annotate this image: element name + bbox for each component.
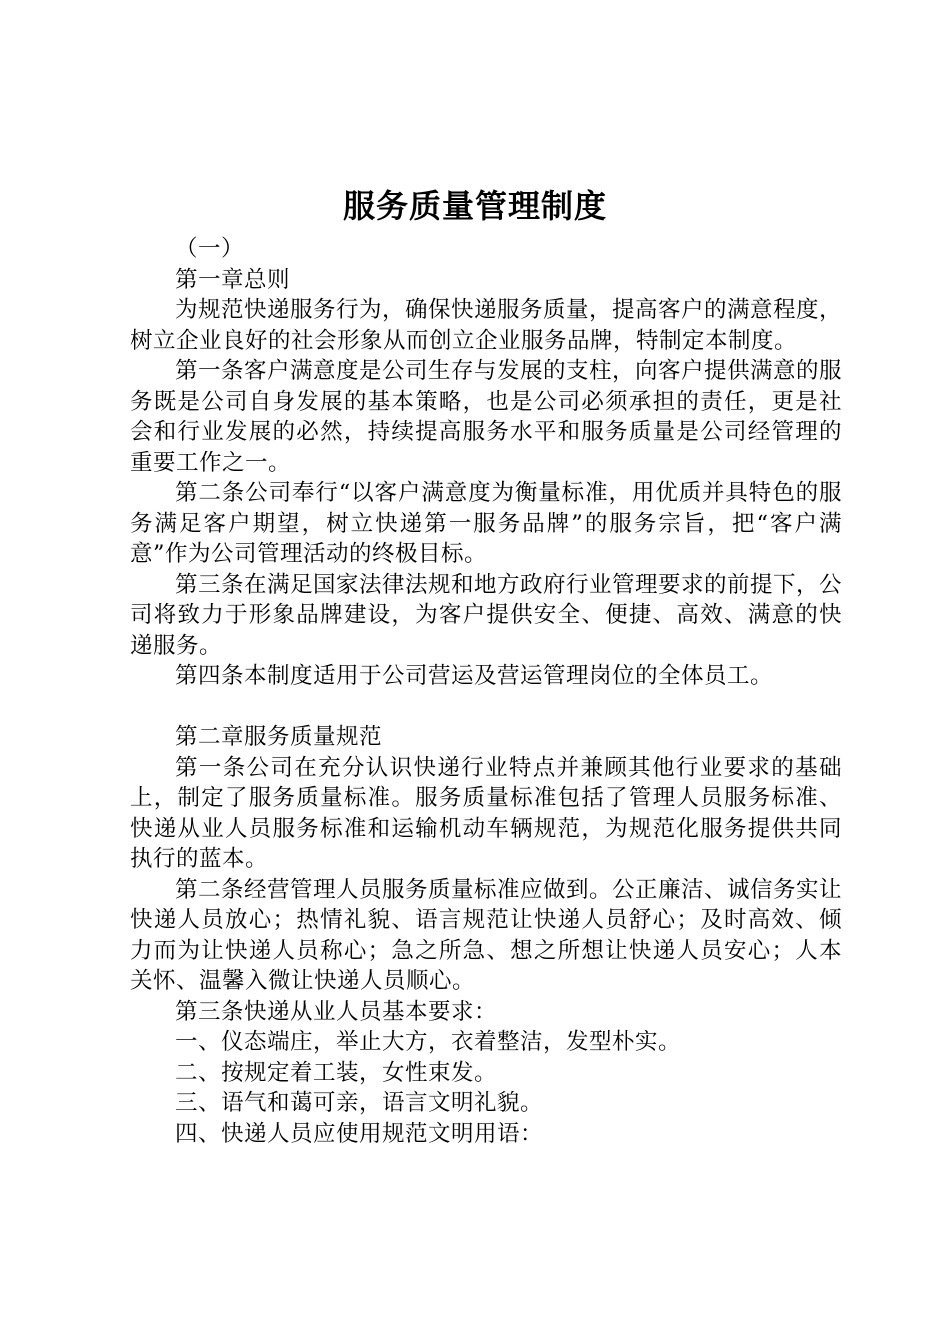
- paragraph: 为规范快递服务行为，确保快递服务质量，提高客户的满意程度，树立企业良好的社会形象从而创立企业服务品牌，特制定本制度。: [130, 297, 843, 354]
- list-item: 四、快递人员应使用规范文明用语：: [175, 1120, 544, 1147]
- paragraph: 第一条客户满意度是公司生存与发展的支柱，向客户提供满意的服务既是公司自身发展的基本策略，也是公司必须承担的责任，更是社会和行业发展的必然，持续提高服务水平和服务质量是公司经管理的重要工作之一。: [130, 358, 843, 476]
- document-title: 服务质量管理制度: [342, 187, 607, 225]
- paragraph: 第四条本制度适用于公司营运及营运管理岗位的全体员工。: [175, 663, 774, 689]
- paragraph: 第二条经营管理人员服务质量标准应做到。公正廉洁、诚信务实让快递人员放心；热情礼貌、语言规范让快递人员舒心；及时高效、倾力而为让快递人员称心；急之所急、想之所想让快递人员安心；人本关怀、温馨入微让快递人员顺心。: [130, 876, 843, 994]
- paragraph: 第三条快递从业人员基本要求：: [175, 998, 498, 1025]
- list-item: 一、仪态端庄，举止大方，衣着整洁，发型朴实。: [175, 1029, 682, 1055]
- paragraph: 第一条公司在充分认识快递行业特点并兼顾其他行业要求的基础上，制定了服务质量标准。服务质量标准包括了管理人员服务标准、快递从业人员服务标准和运输机动车辆规范，为规范化服务提供共同执行的蓝本。: [130, 754, 842, 872]
- chapter-heading: 第一章总则: [175, 266, 291, 293]
- blank-line: [130, 692, 842, 723]
- document-body: [130, 234, 842, 1149]
- list-item: 三、语气和蔼可亲，语言文明礼貌。: [175, 1090, 544, 1116]
- paragraph: 第二条公司奉行“以客户满意度为衡量标准，用优质并具特色的服务满足客户期望，树立快递第一服务品牌”的服务宗旨，把“客户满意”作为公司管理活动的终极目标。: [130, 480, 842, 567]
- paragraph: 第三条在满足国家法律法规和地方政府行业管理要求的前提下，公司将致力于形象品牌建设，为客户提供安全、便捷、高效、满意的快递服务。: [130, 571, 843, 659]
- list-item: 二、按规定着工装，女性束发。: [175, 1059, 498, 1086]
- chapter-heading: 第二章服务质量规范: [175, 724, 383, 750]
- section-marker: （一）: [175, 236, 245, 262]
